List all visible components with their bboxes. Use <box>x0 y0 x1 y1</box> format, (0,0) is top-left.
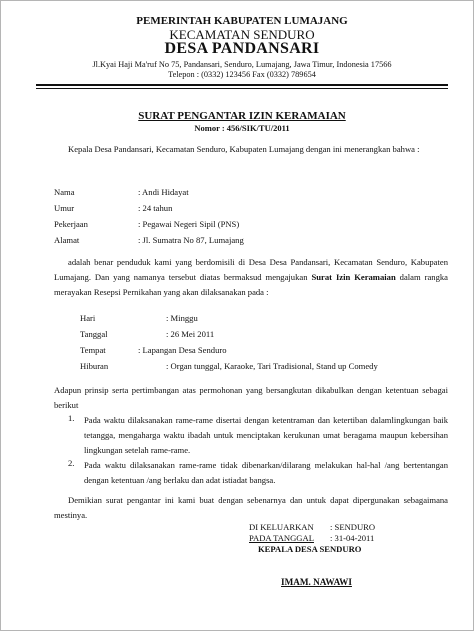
event-label: Hiburan <box>80 361 109 371</box>
event-value: : Minggu <box>166 313 198 323</box>
person-value: : Pegawai Negeri Sipil (PNS) <box>138 219 240 229</box>
closing-text: Demikian surat pengantar ini kami buat dengan sebenarnya dan untuk dapat dipergunakan sebagaimana mestinya. <box>54 495 448 520</box>
closing-paragraph <box>54 493 448 523</box>
event-label: Tempat <box>80 345 106 355</box>
body-paragraph <box>54 255 448 300</box>
intro-text: Kepala Desa Pandansari, Kecamatan Senduro, Kabupaten Lumajang dengan ini menerangkan bahwa : <box>68 144 420 154</box>
body-text-after: dalam rangka merayakan Resepsi Pernikahan yang akan dilaksanakan pada : <box>54 272 448 297</box>
person-label: Nama <box>54 187 75 197</box>
person-value: : Jl. Sumatra No 87, Lumajang <box>138 235 244 245</box>
event-label: Tanggal <box>80 329 108 339</box>
body-bold-izin: Izin Keramaian <box>335 272 396 282</box>
issued-place-value: : SENDURO <box>330 522 376 532</box>
signer-name: IMAM. NAWAWI <box>281 577 352 587</box>
letterhead-phone: Telepon : (0332) 123456 Fax (0332) 789654 <box>168 70 316 79</box>
letterhead-village: DESA PANDANSARI <box>164 40 320 57</box>
letter-number: Nomor : 456/SIK/TU/2011 <box>194 123 290 133</box>
person-label: Alamat <box>54 235 80 245</box>
person-label: Umur <box>54 203 75 213</box>
event-value: : Lapangan Desa Senduro <box>138 345 227 355</box>
person-value: : 24 tahun <box>138 203 173 213</box>
person-label: Pekerjaan <box>54 219 88 229</box>
signer-position: KEPALA DESA SENDURO <box>258 544 362 554</box>
letter-title <box>36 110 448 122</box>
body-bold-surat: Surat <box>311 272 332 282</box>
letterhead-government: PEMERINTAH KABUPATEN LUMAJANG <box>136 15 348 27</box>
term-text: Pada waktu dilaksanakan rame-rame disertai dengan ketentraman dan ketertiban dalamlingkungan baik tetangga, mengaharga waktu ibadah untuk menciptakan kerukunan umat beragama maupun kebersihan lingkungan setelah rame-rame. <box>84 415 448 455</box>
body-text-before: adalah benar penduduk kami yang berdomisili di Desa Desa Pandansari, Kecamatan Senduro, Kabupaten Lumajang. Dan yang namanya tersebut diatas bermaksud mengajukan <box>54 257 448 282</box>
letter-title-text: SURAT PENGANTAR IZIN KERAMAIAN <box>138 110 346 122</box>
event-value: : Organ tunggal, Karaoke, Tari Tradisional, Stand up Comedy <box>166 361 378 371</box>
event-value: : 26 Mei 2011 <box>166 329 215 339</box>
letterhead-rule-thin <box>36 88 448 89</box>
letter-document <box>36 0 448 631</box>
term-text: Pada waktu dilaksanakan rame-rame tidak dibenarkan/dilarang melakukan hal-hal /ang bertentangan dengan ketentuan /ang berlaku dan adat istiadat bangsa. <box>84 460 448 485</box>
principle-paragraph: Adapun prinsip serta pertimbangan atas permohonan yang bersangkutan dikabulkan dengan ketentuan sebagai berikut <box>54 385 448 410</box>
issued-date-value: : 31-04-2011 <box>330 533 375 543</box>
letterhead-rule-thick <box>36 84 448 86</box>
term-number: 1. <box>68 413 75 423</box>
intro-paragraph <box>54 142 448 157</box>
letterhead-district: KECAMATAN SENDURO <box>169 27 315 42</box>
issued-date-row <box>249 533 383 543</box>
letterhead-address: Jl.Kyai Haji Ma'ruf No 75, Pandansari, Senduro, Lumajang, Jawa Timur, Indonesia 17566 <box>92 60 392 69</box>
term-number: 2. <box>68 458 75 468</box>
event-label: Hari <box>80 313 96 323</box>
person-value: : Andi Hidayat <box>138 187 189 197</box>
issued-place-label: DI KELUARKAN <box>249 522 314 532</box>
issued-date-label: PADA TANGGAL <box>249 533 314 543</box>
